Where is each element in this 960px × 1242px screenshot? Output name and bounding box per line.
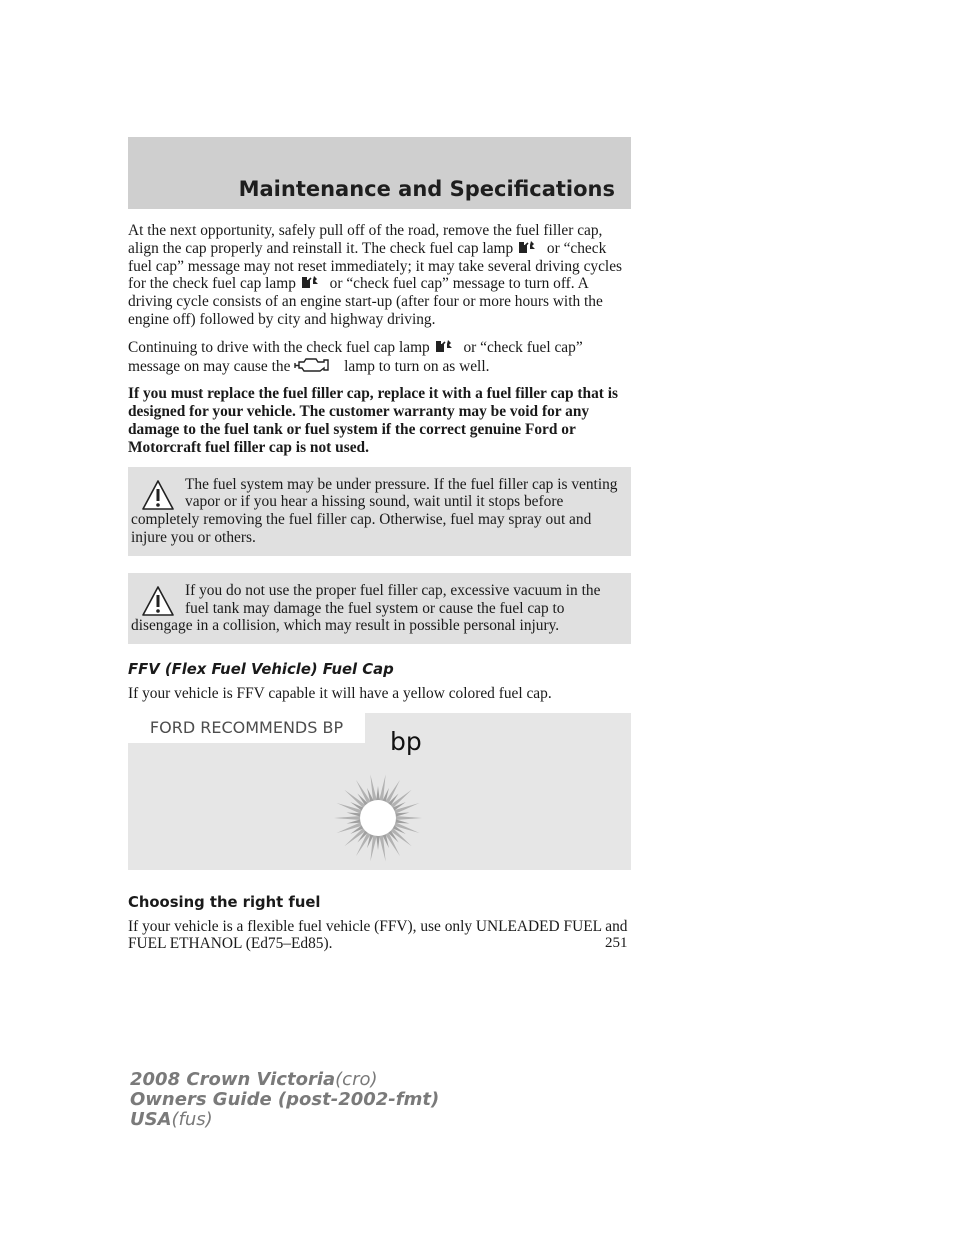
section-header [128, 137, 631, 209]
warning-box-pressure [128, 467, 631, 556]
footer-line-1 [130, 1070, 439, 1090]
footer-model-code: (cro) [335, 1069, 378, 1090]
paragraph-ffv: If your vehicle is FFV capable it will have a yellow colored fuel cap. [128, 684, 552, 702]
fuel-cap-icon [300, 275, 326, 290]
bp-helios-logo-icon [333, 773, 423, 863]
check-engine-icon [294, 357, 340, 373]
bp-advertisement [128, 713, 631, 870]
footer-guide: Owners Guide (post-2002-fmt) [130, 1089, 440, 1110]
fuel-cap-icon [517, 240, 543, 255]
warning-box-vacuum [128, 573, 631, 644]
warning-text: The fuel system may be under pressure. If the fuel filler cap is venting vapor or if you hear a hissing sound, wait until it stops before completely removing the fuel filler cap. Otherwise, fuel may spray out and injure you or others. [131, 475, 618, 546]
helios-petal [392, 816, 422, 820]
ad-tagline: FORD RECOMMENDS BP [128, 713, 365, 743]
warning-text: If you do not use the proper fuel filler cap, excessive vacuum in the fuel tank may damage the fuel system or cause the fuel cap to disengage in a collision, which may result in possible personal injury. [131, 581, 601, 635]
footer-model: 2008 Crown Victoria [130, 1069, 336, 1090]
paragraph-replace-cap: If you must replace the fuel filler cap, replace it with a fuel filler cap that is designed for your vehicle. The customer warranty may be void for any damage to the fuel tank or fuel system if the correct genuine Ford or Motorcraft fuel filler cap is not used. [128, 385, 619, 456]
footer-line-2 [130, 1090, 439, 1110]
warning-triangle-icon [141, 479, 175, 511]
paragraph-choosing-fuel: If your vehicle is a flexible fuel vehicle (FFV), use only UNLEADED FUEL and FUEL ETHANOL (Ed75–Ed85). [128, 917, 628, 953]
footer-market-code: (fus) [171, 1109, 213, 1130]
heading-ffv-fuel-cap: FFV (Flex Fuel Vehicle) Fuel Cap [128, 661, 394, 679]
paragraph-continue-driving [128, 339, 631, 376]
helios-petal [334, 816, 364, 820]
document-footer [130, 1070, 439, 1130]
page-content [128, 222, 631, 963]
fuel-cap-icon [434, 339, 460, 354]
text-span: Continuing to drive with the check fuel cap lamp [128, 338, 430, 356]
page-number: 251 [605, 935, 628, 951]
text-span: or “check fuel cap” message to turn off. A driving cycle consists of an engine start-up (after four or more hours with the engine off) followed by city and highway driving. [128, 275, 603, 328]
text-span: At the next opportunity, safely pull off of the road, remove the fuel filler cap, align the cap properly and reinstall it. The check fuel cap lamp [128, 222, 603, 257]
footer-market: USA [130, 1109, 172, 1130]
section-title: Maintenance and Specifications [238, 177, 615, 201]
heading-choosing-fuel: Choosing the right fuel [128, 893, 321, 911]
warning-triangle-icon [141, 585, 175, 617]
text-span: or “check fuel cap” message on may cause the [128, 338, 583, 375]
text-span: lamp to turn on as well. [344, 357, 490, 375]
text-span: or “check fuel cap” message may not reset immediately; it may take several driving cycles for the check fuel cap lamp [128, 239, 623, 293]
paragraph-reset-cap [128, 222, 631, 329]
footer-line-3 [130, 1110, 439, 1130]
bp-wordmark: bp [390, 726, 422, 756]
